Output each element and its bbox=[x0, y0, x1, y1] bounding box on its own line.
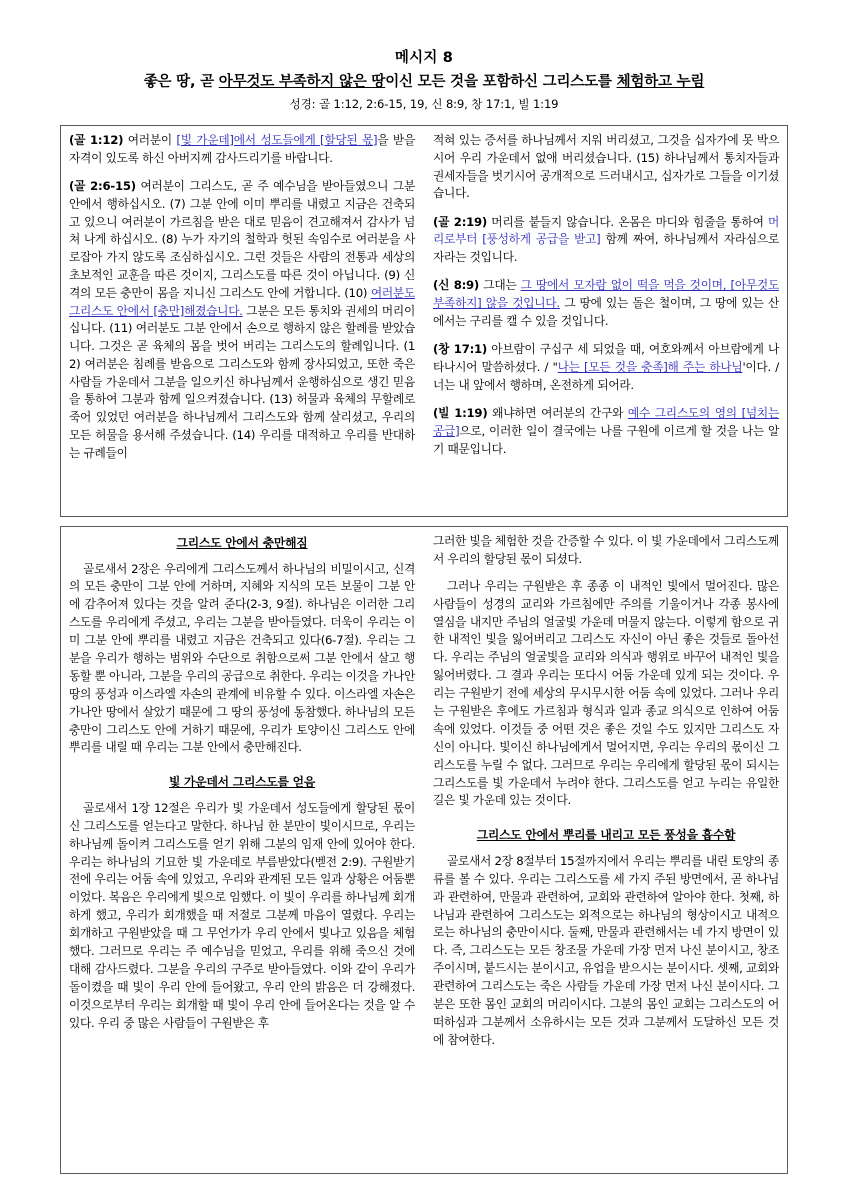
verses-column-left bbox=[69, 132, 424, 510]
commentary-column-left bbox=[69, 533, 424, 1167]
verse-reference: (골 1:12) bbox=[69, 133, 124, 148]
verse-text: '이다. / 너는 내 앞에서 행하며, 온전하게 되어라. bbox=[433, 360, 779, 392]
highlighted-underlined-phrase: [빛 가운데]에서 성도들에게 [할당된 몫] bbox=[176, 133, 378, 148]
commentary-column-right bbox=[424, 533, 779, 1167]
title-block bbox=[60, 48, 788, 113]
verse-text: 아브람이 구십구 세 되었을 때, 여호와께서 아브람에게 나타나시어 말씀하셨다. / " bbox=[433, 342, 779, 375]
highlighted-underlined-phrase: 나는 [모든 것을 충족]해 주는 하나님 bbox=[557, 360, 743, 375]
verse-reference: (골 2:6-15) bbox=[69, 179, 136, 194]
verse-text: 그 땅에 있는 돌은 철이며, 그 땅에 있는 산에서는 구리를 캘 수 있을 것입니다. bbox=[433, 296, 780, 329]
verse-text: 그대는 bbox=[479, 278, 521, 293]
verse-text: 그분은 모든 통치와 권세의 머리이십니다. (11) 여러분도 그분 안에서 손으로 행하지 않은 할례를 받았습니다. 그것은 곧 육체의 몸을 벗어 버리는 그리스도의 할례입니다. (12) 여러분은 침례를 받음으로 그리스도와 함께 장사되었고, 또한 죽은 사람들 가운데서 그분을 일으키신 하나님께서 운행하심으로 생긴 믿음을 통하여 그분과 함께 일으켜졌습니다. (13) 허물과 육체의 무할례로 죽어 있었던 여러분을 하나님께서 그리스도와 함께 살리셨고, 우리의 모든 허물을 용서해 주셨습니다. (14) 우리를 대적하고 우리를 반대하는 규례들이 bbox=[69, 303, 416, 460]
verse-reference: (빌 1:19) bbox=[433, 406, 488, 421]
verse-text: 왜냐하면 여러분의 간구와 bbox=[487, 406, 628, 421]
scripture-verses-box bbox=[60, 125, 788, 517]
commentary-columns bbox=[69, 533, 779, 1167]
commentary-paragraph: 골로새서 1장 12절은 우리가 빛 가운데서 성도들에게 할당된 몫이신 그리스도를 얻는다고 말한다. 하나님 한 분만이 빛이시므로, 우리는 하나님께 돌이켜 그리스도를 얻기 위해 그분의 임재 안에 있어야 한다. 우리는 하나님의 기묘한 빛 가운데로 부름받았다(벧전 2:9). 구원받기 전에 우리는 어둠 속에 있었고, 우리와 관계된 모든 일과 상황은 어둠뿐이었다. 복음은 우리에게 빛으로 임했다. 이 빛이 우리를 하나님께 회개하게 했고, 우리가 회개했을 때 저절로 그분께 마음이 열렸다. 우리는 회개하고 구원받았을 때 그 무언가가 우리 안에서 빛나고 있음을 체험했다. 그러므로 우리는 주 예수님을 믿었고, 우리를 위해 죽으신 것에 대해 감사드렸다. 그분을 우리의 구주로 받아들였다. 이와 같이 우리가 돌이켰을 때 빛이 우리 안에 들어왔고, 우리 안의 밝음은 더 강해졌다. 이것으로부터 우리는 회개할 때 빛이 우리 안에 들어온다는 것을 알 수 있다. 우리 중 많은 사람들이 구원받은 후 bbox=[69, 800, 415, 1030]
verses-column-right bbox=[424, 132, 779, 510]
message-number: 메시지 8 bbox=[394, 50, 454, 66]
verse-reference: (골 2:19) bbox=[433, 214, 487, 229]
verse-text: 을 받을 자격이 있도록 하신 아버지께 감사드리기를 바랍니다. bbox=[69, 133, 416, 165]
commentary-left-paragraphs-1 bbox=[69, 561, 415, 758]
commentary-heading-fullness-in-christ: 그리스도 안에서 충만해짐 bbox=[176, 536, 308, 551]
verse-text: 으로, 이러한 일이 결국에는 나를 구원에 이르게 할 것을 나는 알기 때문입니다. bbox=[433, 423, 779, 456]
commentary-heading-rooted-in-christ: 그리스도 안에서 뿌리를 내리고 모든 풍성을 흡수함 bbox=[476, 828, 736, 843]
verse-reference: (신 8:9) bbox=[433, 278, 480, 293]
commentary-left-paragraphs-2 bbox=[69, 800, 415, 1033]
verse-paragraph bbox=[433, 405, 779, 458]
commentary-paragraph: 골로새서 2장은 우리에게 그리스도께서 하나님의 비밀이시고, 신격의 모든 충만이 그분 안에 거하며, 지혜와 지식의 모든 보물이 그분 안에 감추어져 있다는 것을 알려 준다(2-3, 9절). 하나님은 이러한 그리스도를 우리에게 주셨고, 우리는 그분을 받아들였다. 더욱이 우리는 이미 그분 안에 뿌리를 내렸고 지금은 건축되고 있다(6-7절). 우리는 그분을 우리가 행하는 범위와 수단으로 취함으로써 그분 안에서 살고 행동할 뿐 아니라, 그분을 우리의 공급으로 취한다. 우리는 이것을 가나안 땅의 풍성과 이스라엘 자손의 관계에 비유할 수 있다. 이스라엘 자손은 가나안 땅에서 살았기 때문에 그 땅의 풍성에 동참했다. 하나님의 모든 충만이 그리스도 안에 거하기 때문에, 우리가 토양이신 그리스도 안에 뿌리를 내릴 때 우리는 그분 안에서 충만해진다. bbox=[69, 561, 415, 755]
verse-paragraph bbox=[433, 277, 779, 330]
verse-paragraph bbox=[69, 132, 415, 168]
verse-text: 적혀 있는 증서를 하나님께서 지워 버리셨고, 그것을 십자가에 못 박으시어 우리 가운데서 없애 버리셨습니다. (15) 하나님께서 통치자들과 권세자들을 벗기시어 공개적으로 드러내시고, 십자가로 그들을 이기셨습니다. bbox=[433, 133, 779, 201]
commentary-box bbox=[60, 526, 788, 1174]
page-title bbox=[60, 72, 788, 93]
verse-text: 여러분이 그리스도, 곧 주 예수님을 받아들였으니 그분 안에서 행하십시오. (7) 그분 안에 이미 뿌리를 내렸고 지금은 건축되고 있으니 여러분이 가르침을 받은 대로 믿음이 견고해져서 감사가 넘쳐 나게 하십시오. (8) 누가 자기의 철학과 헛된 속임수로 여러분을 사로잡아 가지 않도록 조심하십시오. 그런 것들은 사람의 전통과 세상의 초보적인 교훈을 따른 것이지, 그리스도를 따른 것이 아닙니다. (9) 신격의 모든 충만이 몸을 지니신 그리스도 안에 거합니다. (10) bbox=[69, 179, 415, 300]
highlighted-underlined-phrase: 예수 그리스도의 영의 [넘치는 공급] bbox=[433, 406, 779, 438]
highlighted-underlined-phrase: 그 땅에서 모자람 없이 떡을 먹을 것이며, [아무것도 부족하지] 않을 것입니다. bbox=[433, 278, 779, 311]
highlighted-underlined-phrase: 여러분도 그리스도 안에서 [충만]해졌습니다. bbox=[69, 285, 415, 318]
verse-text: 여러분이 bbox=[123, 133, 177, 148]
verse-paragraph bbox=[433, 214, 779, 267]
verse-text: 함께 짜여, 하나님께서 자라심으로 자라는 것입니다. bbox=[433, 232, 779, 265]
verse-paragraph bbox=[433, 341, 779, 394]
highlighted-phrase: 머리로부터 [풍성하게 공급을 받고] bbox=[433, 214, 779, 247]
title-underline-1: 아무것도 부족하지 않은 땅 bbox=[218, 73, 386, 90]
verse-paragraph bbox=[69, 178, 415, 463]
commentary-paragraph: 그러나 우리는 구원받은 후 종종 이 내적인 빛에서 멀어진다. 많은 사람들이 성경의 교리와 가르침에만 주의를 기울이거나 각종 봉사에 열심을 내지만 주님의 얼굴빛 가운데 머물지 않는다. 이렇게 함으로 귀한 내적인 빛을 잃어버리고 그리스도 자신이 아닌 좋은 것들로 돌아선다. 우리는 주님의 얼굴빛을 교리와 의식과 행위로 바꾸어 내적인 빛을 잃어버렸다. 그 결과 우리는 또다시 어둠 가운데 있게 되는 것이다. 우리는 구원받기 전에 세상의 무시무시한 어둠 속에 있었다. 그러나 우리는 구원받은 후에도 가르침과 형식과 일과 종교 의식으로 인하여 어둠 속에 있었다. 이것들 중 어떤 것은 좋은 것일 수도 있지만 그리스도 자신이 아니다. 빛이신 하나님에게서 멀어지면, 우리는 우리의 몫이신 그리스도를 누릴 수 없다. 그러므로 우리는 우리에게 할당된 몫이 되시는 그리스도를 빛 가운데서 누려야 한다. 그리스도를 얻고 누리는 유일한 길은 빛 가운데 있는 것이다. bbox=[433, 578, 779, 808]
verse-reference: (창 17:1) bbox=[433, 342, 487, 357]
title-underline-2: 체험하고 누림 bbox=[616, 73, 705, 90]
commentary-heading-obtaining-christ-in-light: 빛 가운데서 그리스도를 얻음 bbox=[168, 775, 316, 790]
title-part-1: 좋은 땅, 곧 bbox=[143, 73, 219, 90]
commentary-right-paragraphs-top bbox=[433, 533, 779, 810]
commentary-right-paragraphs-bottom bbox=[433, 853, 779, 1050]
commentary-paragraph: 골로새서 2장 8절부터 15절까지에서 우리는 뿌리를 내린 토양의 종류를 볼 수 있다. 우리는 그리스도를 세 가지 주된 방면에서, 곧 하나님과 관련하여, 만물과 관련하여, 교회와 관련하여 알아야 한다. 첫째, 하나님과 관련하여 그리스도는 외적으로는 하나님의 형상이시고 내적으로는 하나님의 충만이시다. 둘째, 만물과 관련해서는 네 가지 방면이 있다. 즉, 그리스도는 모든 창조물 가운데 가장 먼저 나신 분이시고, 창조주이시며, 붙드시는 분이시고, 유업을 받으시는 분이시다. 셋째, 교회와 관련하여 그리스도는 죽은 사람들 가운데 가장 먼저 나신 분이시다. 그분은 또한 몸인 교회의 머리이시다. 그분의 몸인 교회는 그리스도의 어떠하심과 그분께서 소유하시는 모든 것과 그분께서 도달하신 모든 것에 참여한다. bbox=[433, 853, 779, 1047]
verses-columns bbox=[69, 132, 779, 510]
scripture-reference-line: 성경: 골 1:12, 2:6-15, 19, 신 8:9, 창 17:1, 빌 1:19 bbox=[289, 96, 559, 111]
verse-paragraph bbox=[433, 132, 779, 203]
title-part-2: 이신 모든 것을 포함하신 그리스도를 bbox=[385, 73, 617, 90]
commentary-paragraph: 그러한 빛을 체험한 것을 간증할 수 있다. 이 빛 가운데에서 그리스도께서 우리의 할당된 몫이 되셨다. bbox=[433, 534, 779, 566]
verse-text: 머리를 붙들지 않습니다. 온몸은 마디와 힘줄을 통하여 bbox=[486, 214, 768, 229]
